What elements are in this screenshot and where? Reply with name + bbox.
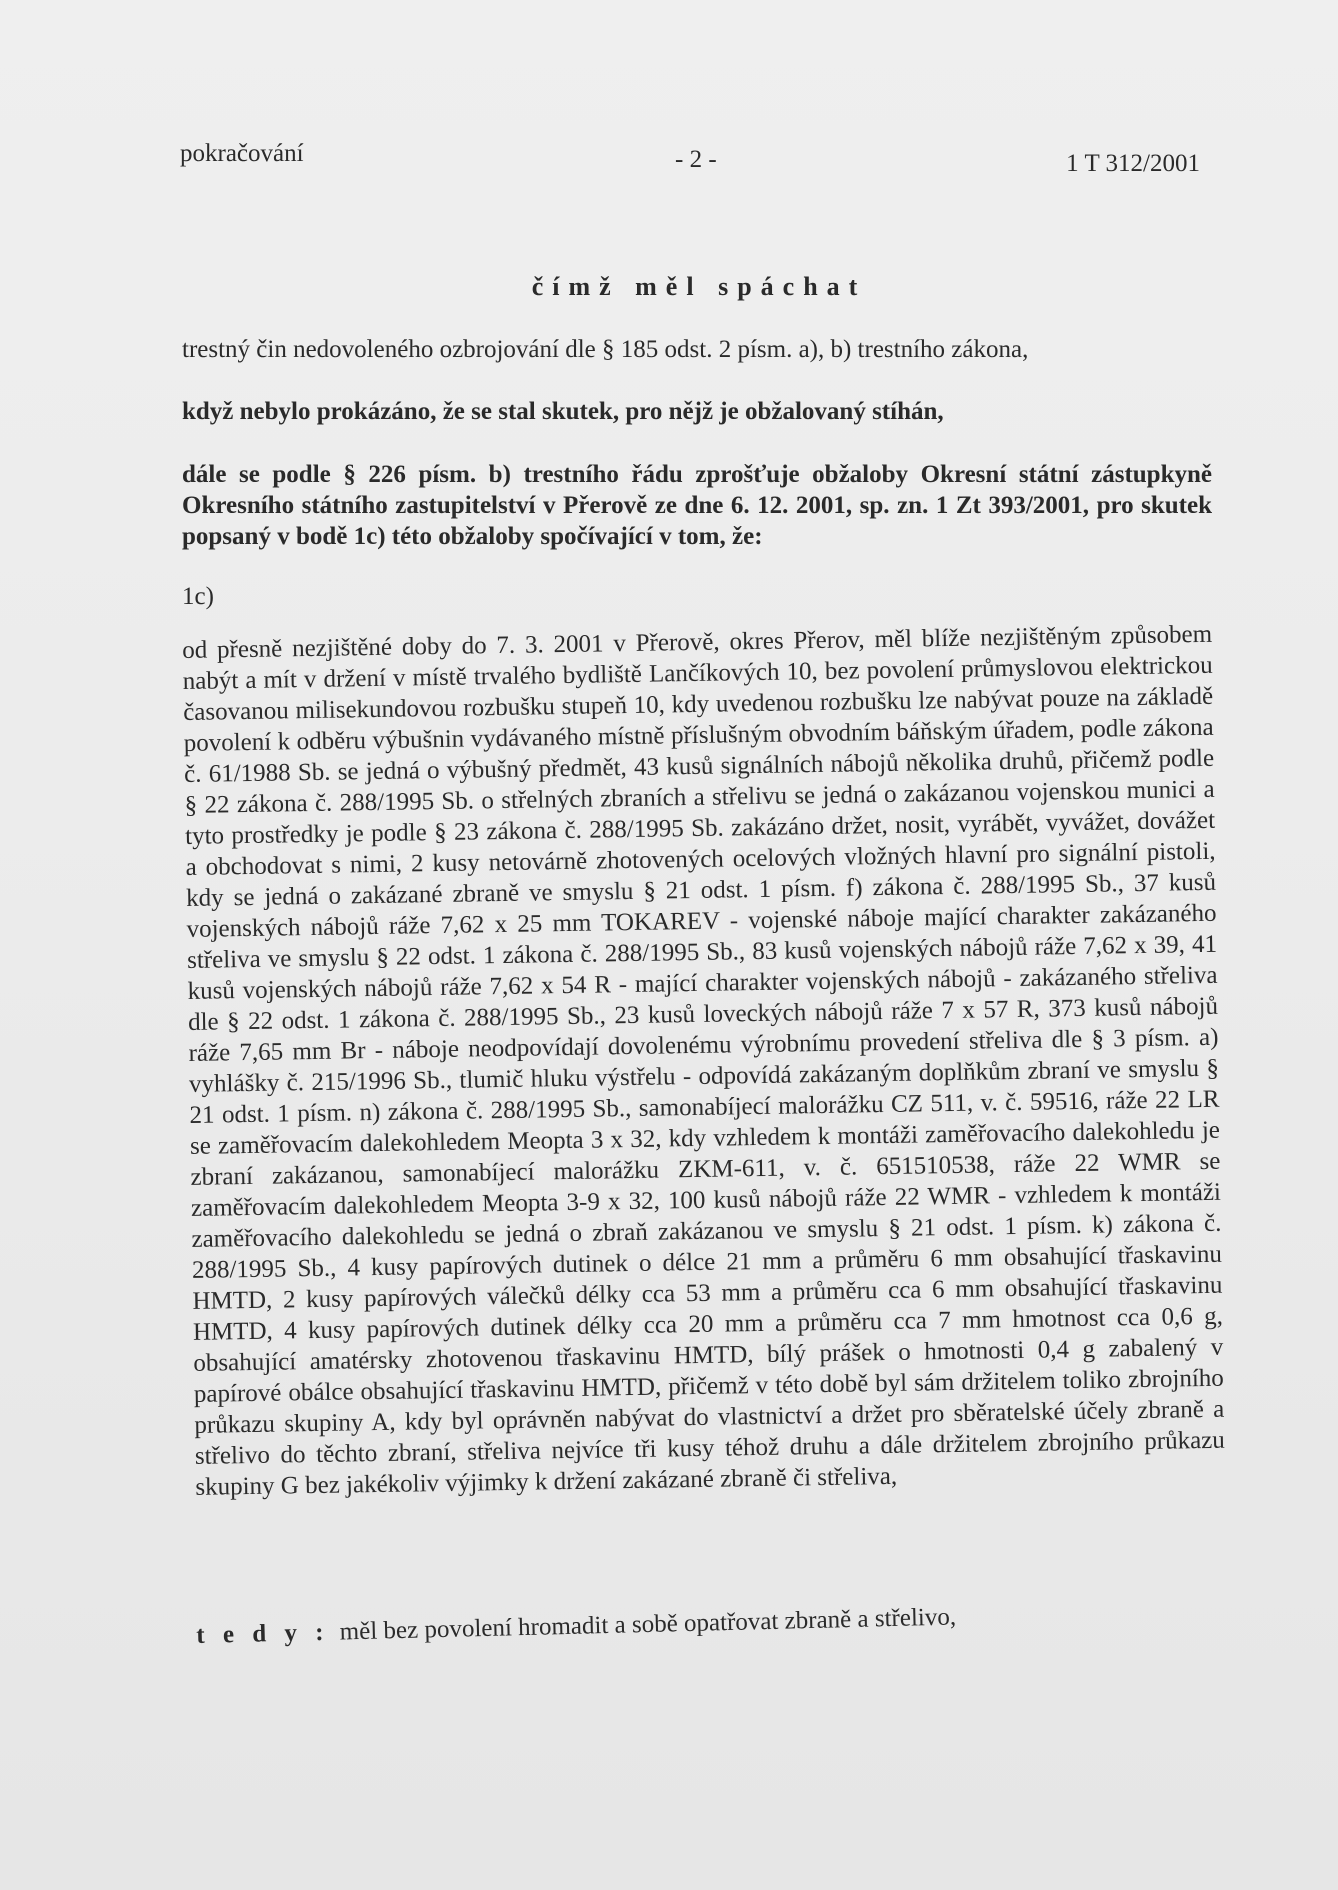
conclusion-tag: t e d y :	[196, 1618, 330, 1649]
dismissal-paragraph: dále se podle § 226 písm. b) trestního řádu zprošťuje obžaloby Okresní státní zástupkyně Okresního státního zastupitelství v Přerově ze dne 6. 12. 2001, sp. zn. 1 Zt 393/2001, pro skutek popsaný v bodě 1c) této obžaloby spočívající v tom, že:	[182, 461, 1212, 550]
facts-paragraph: od přesně nezjištěné doby do 7. 3. 2001 v Přerově, okres Přerov, měl blíže nezjištěným způsobem nabýt a mít v držení v místě trvalého bydliště Lančíkových 10, bez povolení průmyslovou elektrickou časovanou milisekundovou rozbušku stupeň 10, kdy uvedenou rozbušku lze nabývat pouze na základě povolení k odběru výbušnin vydávaného místně příslušným obvodním báňským úřadem, podle zákona č. 61/1988 Sb. se jedná o výbušný předmět, 43 kusů signálních nábojů několika druhů, přičemž podle § 22 zákona č. 288/1995 Sb. o střelných zbraních a střelivu se jedná o zakázanou vojenskou munici a tyto prostředky je podle § 23 zákona č. 288/1995 Sb. zakázáno držet, nosit, vyrábět, vyvážet, dovážet a obchodovat s nimi, 2 kusy netovárně zhotovených ocelových vložných hlavní pro signální pistoli, kdy se jedná o zakázané zbraně ve smyslu § 21 odst. 1 písm. f) zákona č. 288/1995 Sb., 37 kusů vojenských nábojů ráže 7,62 x 25 mm TOKAREV - vojenské náboje mající charakter zakázaného střeliva ve smyslu § 22 odst. 1 zákona č. 288/1995 Sb., 83 kusů vojenských nábojů ráže 7,62 x 39, 41 kusů vojenských nábojů ráže 7,62 x 54 R - mající charakter vojenských nábojů - zakázaného střeliva dle § 22 odst. 1 zákona č. 288/1995 Sb., 23 kusů loveckých nábojů ráže 7 x 57 R, 373 kusů nábojů ráže 7,65 mm Br - náboje neodpovídají dovolenému výrobnímu provedení střeliva dle § 3 písm. a) vyhlášky č. 215/1996 Sb., tlumič hluku výstřelu - odpovídá zakázaným doplňkům zbraní ve smyslu § 21 odst. 1 písm. n) zákona č. 288/1995 Sb., samonabíjecí malorážku CZ 511, v. č. 59516, ráže 22 LR se zaměřovacím dalekohledem Meopta 3 x 32, kdy vzhledem k montáži zaměřovacího dalekohledu je zbraní zakázanou, samonabíjecí malorážku ZKM-611, v. č. 651510538, ráže 22 WMR se zaměřovacím dalekohledem Meopta 3-9 x 32, 100 kusů nábojů ráže 22 WMR - vzhledem k montáži zaměřovacího dalekohledu se jedná o zbraň zakázanou ve smyslu § 21 odst. 1 písm. k) zákona č. 288/1995 Sb., 4 kusy papírových dutinek o délce 21 mm a průměru 6 mm obsahující třaskavinu HMTD, 2 kusy papírových válečků délky cca 53 mm a průměru cca 6 mm obsahující třaskavinu HMTD, 4 kusy papírových dutinek délky cca 20 mm a průměru cca 7 mm hmotnost cca 0,6 g, obsahující amatérsky zhotovenou třaskavinu HMTD, bílý prášek o hmotnosti 0,4 g zabalený v papírové obálce obsahující třaskavinu HMTD, přičemž v této době byl sám držitelem toliko zbrojního průkazu skupiny A, kdy byl oprávněn nabývat do vlastnictví a držet pro sběratelské účely zbraně a střelivo do těchto zbraní, střeliva nejvíce tři kusy téhož druhu a dále držitelem zbrojního průkazu skupiny G bez jakékoliv výjimky k držení zakázané zbraně či střeliva,	[182, 620, 1225, 1501]
page-number: - 2 -	[675, 146, 717, 173]
page-header	[180, 140, 1200, 180]
continuation-label: pokračování	[180, 140, 304, 167]
section-heading: čímž měl spáchat	[531, 272, 867, 301]
conclusion-text: měl bez povolení hromadit a sobě opatřovat zbraně a střelivo,	[339, 1603, 957, 1646]
point-label: 1c)	[182, 583, 214, 610]
offence-line: trestný čin nedovoleného ozbrojování dle § 185 odst. 2 písm. a), b) trestního zákona,	[182, 336, 1029, 363]
conclusion-line	[196, 1595, 1226, 1651]
case-number: 1 T 312/2001	[1066, 150, 1200, 177]
acquittal-reason: když nebylo prokázáno, že se stal skutek, pro nějž je obžalovaný stíhán,	[182, 398, 944, 425]
